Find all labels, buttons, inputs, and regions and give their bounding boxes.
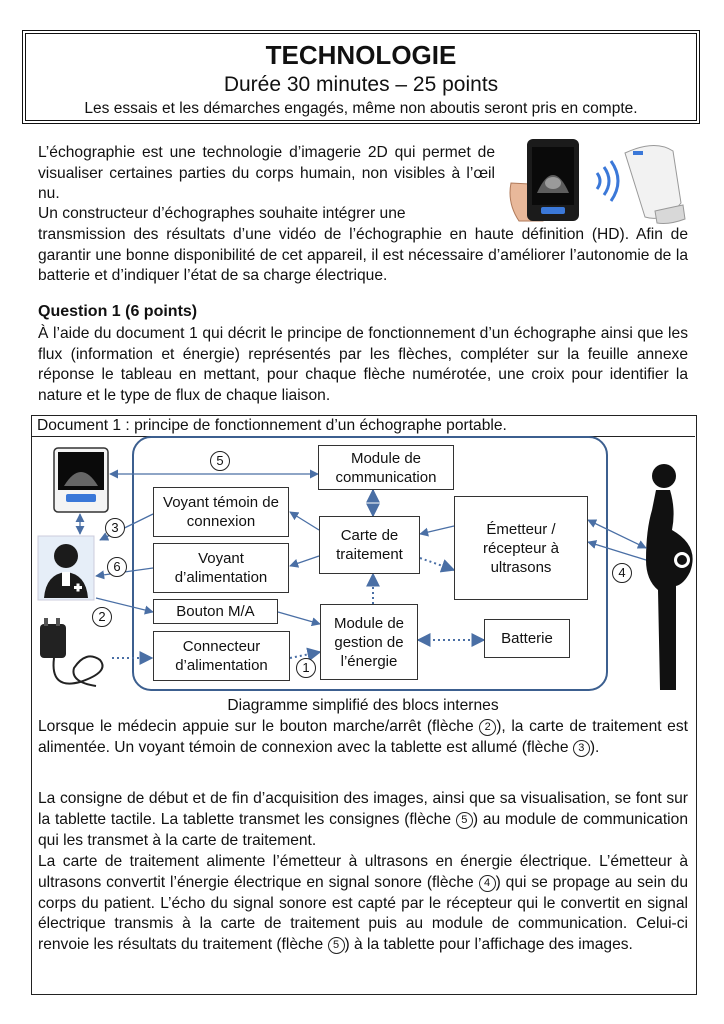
block-connection-indicator: Voyant témoin de connexion — [153, 487, 289, 537]
diagram-caption: Diagramme simplifié des blocs internes — [227, 697, 499, 714]
block-processing-board: Carte de traitement — [319, 516, 420, 574]
intro-paragraph-2a: Un constructeur d’échographes souhaite intégrer une — [38, 205, 406, 222]
block-power-indicator: Voyant d’alimentation — [153, 543, 289, 593]
doctor-icon — [38, 536, 94, 600]
arrow-number-1: 1 — [296, 658, 316, 678]
arrow-number-4: 4 — [612, 563, 632, 583]
description-paragraph-2: La consigne de début et de fin d’acquisition des images, ainsi que sa visualisation, se font sur la tablette tactile. La tablette transmet les consignes (flèche 5 ) au module de communication qui les transmet à la carte de traitement. — [38, 790, 688, 849]
pregnant-woman-icon — [646, 464, 693, 690]
question-text: À l’aide du document 1 qui décrit le principe de fonctionnement d’un échographe ainsi que les flux (information et énergie) représentés par les flèches, compléter sur la feuille annexe réponse le tableau en mettant, pour chaque flèche numérotée, une croix pour identifier la nature et le type de flux de chaque liaison. — [38, 325, 688, 404]
arrow-number-5: 5 — [210, 451, 230, 471]
document-heading: Document 1 : principe de fonctionnement d’un échographe portable. — [31, 415, 695, 437]
block-communication-module: Module de communication — [318, 445, 454, 490]
charger-icon — [40, 618, 103, 686]
block-ultrasound-transceiver: Émetteur / récepteur à ultrasons — [454, 496, 588, 600]
block-battery: Batterie — [484, 619, 570, 658]
arrow-number-3: 3 — [105, 518, 125, 538]
intro-paragraph-2b: transmission des résultats d’une vidéo de l’échographie en haute définition (HD). Afin de garantir une bonne disponibilité de cet appareil, il est nécessaire d’améliorer l’autonomie de la batterie et d’indiquer l’état de sa charge électrique. — [38, 226, 688, 285]
intro-paragraph-1: L’échographie est une technologie d’imagerie 2D qui permet de visualiser certaines parties du corps humain, non visibles à l’œil nu. — [38, 144, 495, 203]
page-title: TECHNOLOGIE — [265, 40, 457, 70]
tablet-icon — [54, 448, 108, 512]
block-power-connector: Connecteur d’alimentation — [153, 631, 290, 681]
arrow-number-2: 2 — [92, 607, 112, 627]
description-paragraph-1: Lorsque le médecin appuie sur le bouton marche/arrêt (flèche 2 ), la carte de traitement est alimentée. Un voyant témoin de connexion avec la tablette est allumé (flèche 3 ). — [38, 718, 688, 756]
question-title: Question 1 (6 points) — [38, 303, 198, 320]
arrow-number-6: 6 — [107, 557, 127, 577]
page-subtitle: Durée 30 minutes – 25 points — [223, 73, 499, 96]
block-energy-management: Module de gestion de l’énergie — [320, 604, 418, 680]
block-on-off-button: Bouton M/A — [153, 599, 278, 624]
header-note: Les essais et les démarches engagés, même non aboutis seront pris en compte. — [84, 100, 638, 117]
description-paragraph-3: La carte de traitement alimente l’émetteur à ultrasons en énergie électrique. L’émetteur à ultrasons convertit l’énergie électrique en signal sonore (flèche 4 ) qui se propage au sein du corps du patient. L’écho du signal sonore est capté par le récepteur qui le convertit en signal électrique transmis à la carte de traitement puis au module de communication. Celui-ci renvoie les résultats du traitement (flèche 5 ) à la tablette pour l’affichage des images. — [38, 853, 688, 954]
